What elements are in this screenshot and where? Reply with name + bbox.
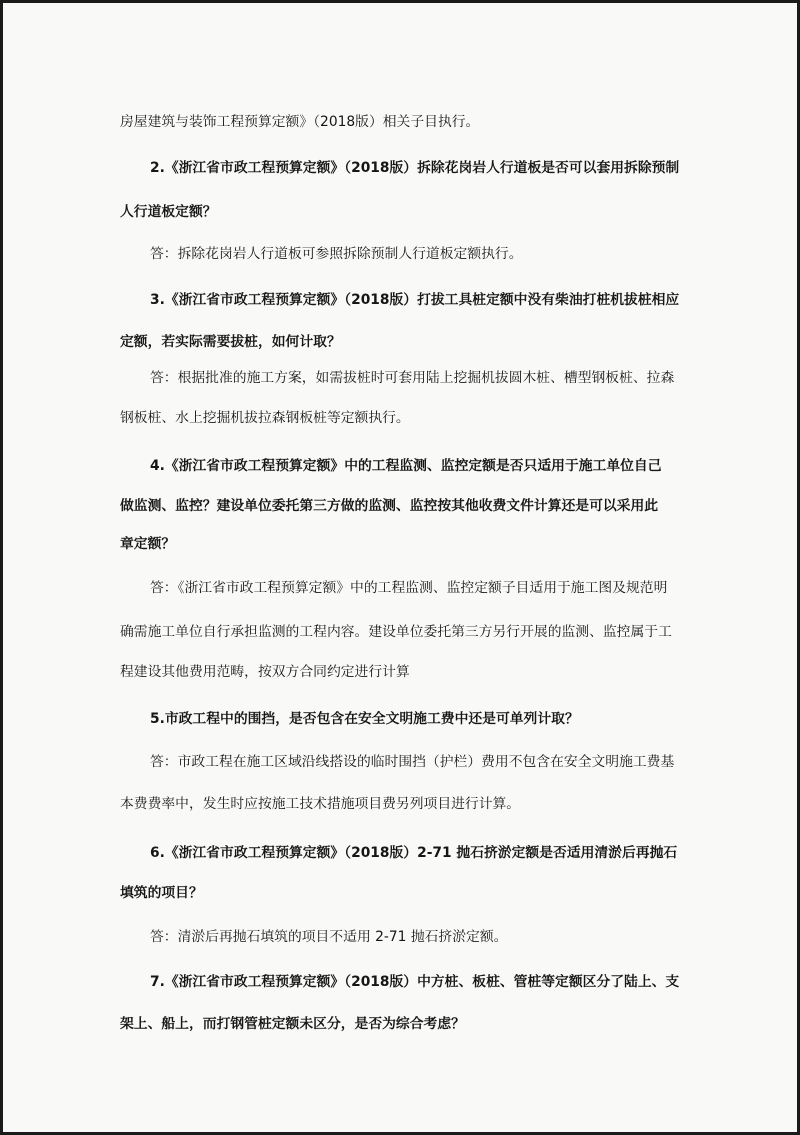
text-line: 答：《浙江省市政工程预算定额》中的工程监测、监控定额子目适用于施工图及规范明 — [150, 580, 668, 596]
text-line: 5.市政工程中的围挡，是否包含在安全文明施工费中还是可单列计取？ — [150, 711, 579, 727]
text-line: 答：清淤后再抛石填筑的项目不适用 2-71 抛石挤淤定额。 — [150, 929, 508, 945]
answer-2 — [3, 241, 797, 267]
text-line: 答：根据批准的施工方案，如需拔桩时可套用陆上挖掘机拔圆木桩、槽型钢板桩、拉森 — [150, 370, 675, 386]
text-line: 房屋建筑与装饰工程预算定额》（2018版）相关子目执行。 — [120, 114, 480, 130]
question-4 — [3, 453, 797, 557]
question-5 — [3, 706, 797, 732]
question-7 — [3, 969, 797, 1037]
text-line: 本费费率中，发生时应按施工技术措施项目费另列项目进行计算。 — [120, 796, 521, 812]
text-line: 3.《浙江省市政工程预算定额》（2018版）打拔工具桩定额中没有柴油打桩机拔桩相应 — [150, 292, 680, 308]
text-line: 答：市政工程在施工区域沿线搭设的临时围挡（护栏）费用不包含在安全文明施工费基 — [150, 754, 675, 770]
answer-4 — [3, 575, 797, 685]
answer-3 — [3, 365, 797, 431]
document-page — [3, 3, 797, 1132]
text-line: 4.《浙江省市政工程预算定额》中的工程监测、监控定额是否只适用于施工单位自己 — [150, 458, 662, 474]
text-line: 程建设其他费用范畴，按双方合同约定进行计算 — [120, 664, 410, 680]
text-line: 7.《浙江省市政工程预算定额》（2018版）中方桩、板桩、管桩等定额区分了陆上、支 — [150, 974, 680, 990]
text-line: 确需施工单位自行承担监测的工程内容。建设单位委托第三方另行开展的监测、监控属于工 — [120, 624, 672, 640]
text-line: 人行道板定额？ — [120, 204, 217, 220]
text-line: 定额，若实际需要拔桩，如何计取？ — [120, 334, 341, 350]
answer-5 — [3, 749, 797, 817]
question-3 — [3, 287, 797, 355]
text-line: 答：拆除花岗岩人行道板可参照拆除预制人行道板定额执行。 — [150, 246, 523, 262]
text-line: 2.《浙江省市政工程预算定额》（2018版）拆除花岗岩人行道板是否可以套用拆除预制 — [150, 160, 680, 176]
text-line: 章定额？ — [120, 536, 176, 552]
text-line: 做监测、监控？建设单位委托第三方做的监测、监控按其他收费文件计算还是可以采用此 — [120, 498, 659, 514]
question-6 — [3, 840, 797, 906]
text-line: 架上、船上，而打钢管桩定额未区分，是否为综合考虑？ — [120, 1016, 465, 1032]
text-line: 6.《浙江省市政工程预算定额》（2018版）2-71 抛石挤淤定额是否适用清淤后再抛石 — [150, 845, 678, 861]
paragraph-continuation — [3, 109, 797, 135]
question-2 — [3, 155, 797, 225]
text-line: 钢板桩、水上挖掘机拔拉森钢板桩等定额执行。 — [120, 410, 410, 426]
text-line: 填筑的项目？ — [120, 885, 203, 901]
answer-6 — [3, 924, 797, 950]
